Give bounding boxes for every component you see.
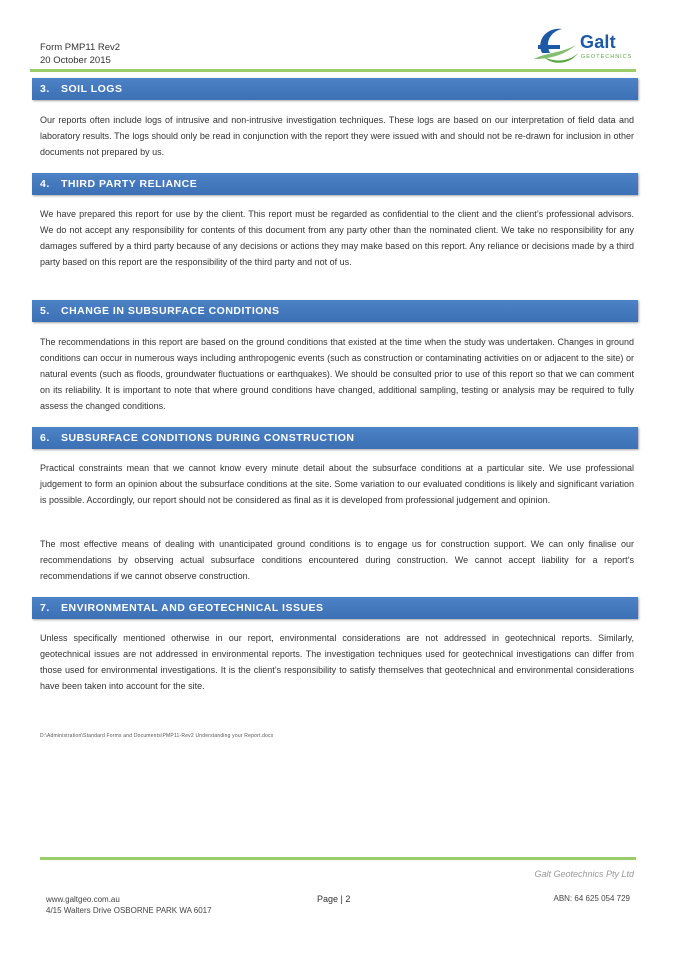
page-number: Page | 2 xyxy=(317,894,351,904)
galt-swoosh-logo-icon xyxy=(532,23,582,69)
footer-divider xyxy=(40,857,636,860)
paragraph: Unless specifically mentioned otherwise in our report, environmental considerations are not addressed in geotechnical reports. Similarly, geotechnical issues are not addressed in environmental reports. The investigation techniques used for geotechnical investigations can differ from those used for environmental investigations. It is the client’s responsibility to satisfy themselves that geotechnical and environmental considerations have been taken into account for the site. xyxy=(40,633,634,691)
footer-contact xyxy=(46,894,212,916)
document-file-path: D:\Administration\Standard Forms and Documents\PMP11-Rev2 Understanding your Report.docx xyxy=(40,733,274,739)
paragraph: We have prepared this report for use by the client. This report must be regarded as confidential to the client and the client’s professional advisors. We do not accept any responsibility for contents of this document from any party other than the nominated client. We take no responsibility for any damages suffered by a third party because of any decisions or actions they may make based on this report. Any reliance or decisions made by a third party based on this report are the responsibility of the third party and not of us. xyxy=(40,209,634,267)
section-heading-soil-logs xyxy=(32,78,638,100)
footer-company-name: Galt Geotechnics Pty Ltd xyxy=(534,869,634,879)
section-heading-third-party-reliance xyxy=(32,173,638,195)
section-title: ENVIRONMENTAL AND GEOTECHNICAL ISSUES xyxy=(61,602,324,614)
form-id: Form PMP11 Rev2 xyxy=(40,42,121,53)
section-title: THIRD PARTY RELIANCE xyxy=(61,178,198,190)
section-heading-change-in-subsurface-conditions xyxy=(32,300,638,322)
paragraph: Practical constraints mean that we cannot know every minute detail about the subsurface conditions at a particular site. We use professional judgement to form an opinion about the subsurface conditions at the site. Some variation to our evaluated conditions is likely and significant variation is possible. Accordingly, our report should not be considered as final as it is developed from professional judgement and opinion. xyxy=(40,463,634,505)
footer-address: 4/15 Walters Drive OSBORNE PARK WA 6017 xyxy=(46,906,212,915)
section-heading-environmental-and-geotechnical-issues xyxy=(32,597,638,619)
paragraph: The recommendations in this report are based on the ground conditions that existed at the time when the study was undertaken. Changes in ground conditions can occur in numerous ways including anthropogenic events (such as construction or contaminating activities on or adjacent to the site) or natural events (such as floods, groundwater fluctuations or earthquakes). We should be consulted prior to use of this report so that we can comment on its reliability. It is important to note that where ground conditions have changed, additional sampling, testing or analysis may be required to fully assess the changed conditions. xyxy=(40,337,634,411)
section-title: SUBSURFACE CONDITIONS DURING CONSTRUCTION xyxy=(61,432,355,444)
footer-website-link[interactable]: www.galtgeo.com.au xyxy=(46,895,120,904)
logo-name: Galt xyxy=(580,32,616,52)
form-date: 20 October 2015 xyxy=(40,54,111,66)
paragraph: Our reports often include logs of intrusive and non-intrusive investigation techniques. These logs are based on our interpretation of field data and laboratory results. The logs should only be read in conjunction with the report they were issued with and should not be re-drawn for inclusion in other documents not prepared by us. xyxy=(40,115,634,157)
section-number: 3. xyxy=(40,83,50,95)
section-title: CHANGE IN SUBSURFACE CONDITIONS xyxy=(61,305,280,317)
paragraph: The most effective means of dealing with unanticipated ground conditions is to engage us for construction support. We can only finalise our recommendations by observing actual subsurface conditions encountered during construction. We cannot accept liability for a report’s recommendations if we cannot observe construction. xyxy=(40,539,634,581)
header-divider xyxy=(30,69,636,72)
section-title: SOIL LOGS xyxy=(61,83,123,95)
section-heading-subsurface-conditions-during-construction xyxy=(32,427,638,449)
company-logo xyxy=(532,23,636,69)
footer-abn: ABN: 64 625 054 729 xyxy=(553,894,630,903)
logo-subtitle: GEOTECHNICS xyxy=(581,54,633,60)
form-header xyxy=(40,42,120,67)
section-number: 4. xyxy=(40,178,50,190)
section-number: 5. xyxy=(40,305,50,317)
section-number: 6. xyxy=(40,432,50,444)
section-number: 7. xyxy=(40,602,50,614)
